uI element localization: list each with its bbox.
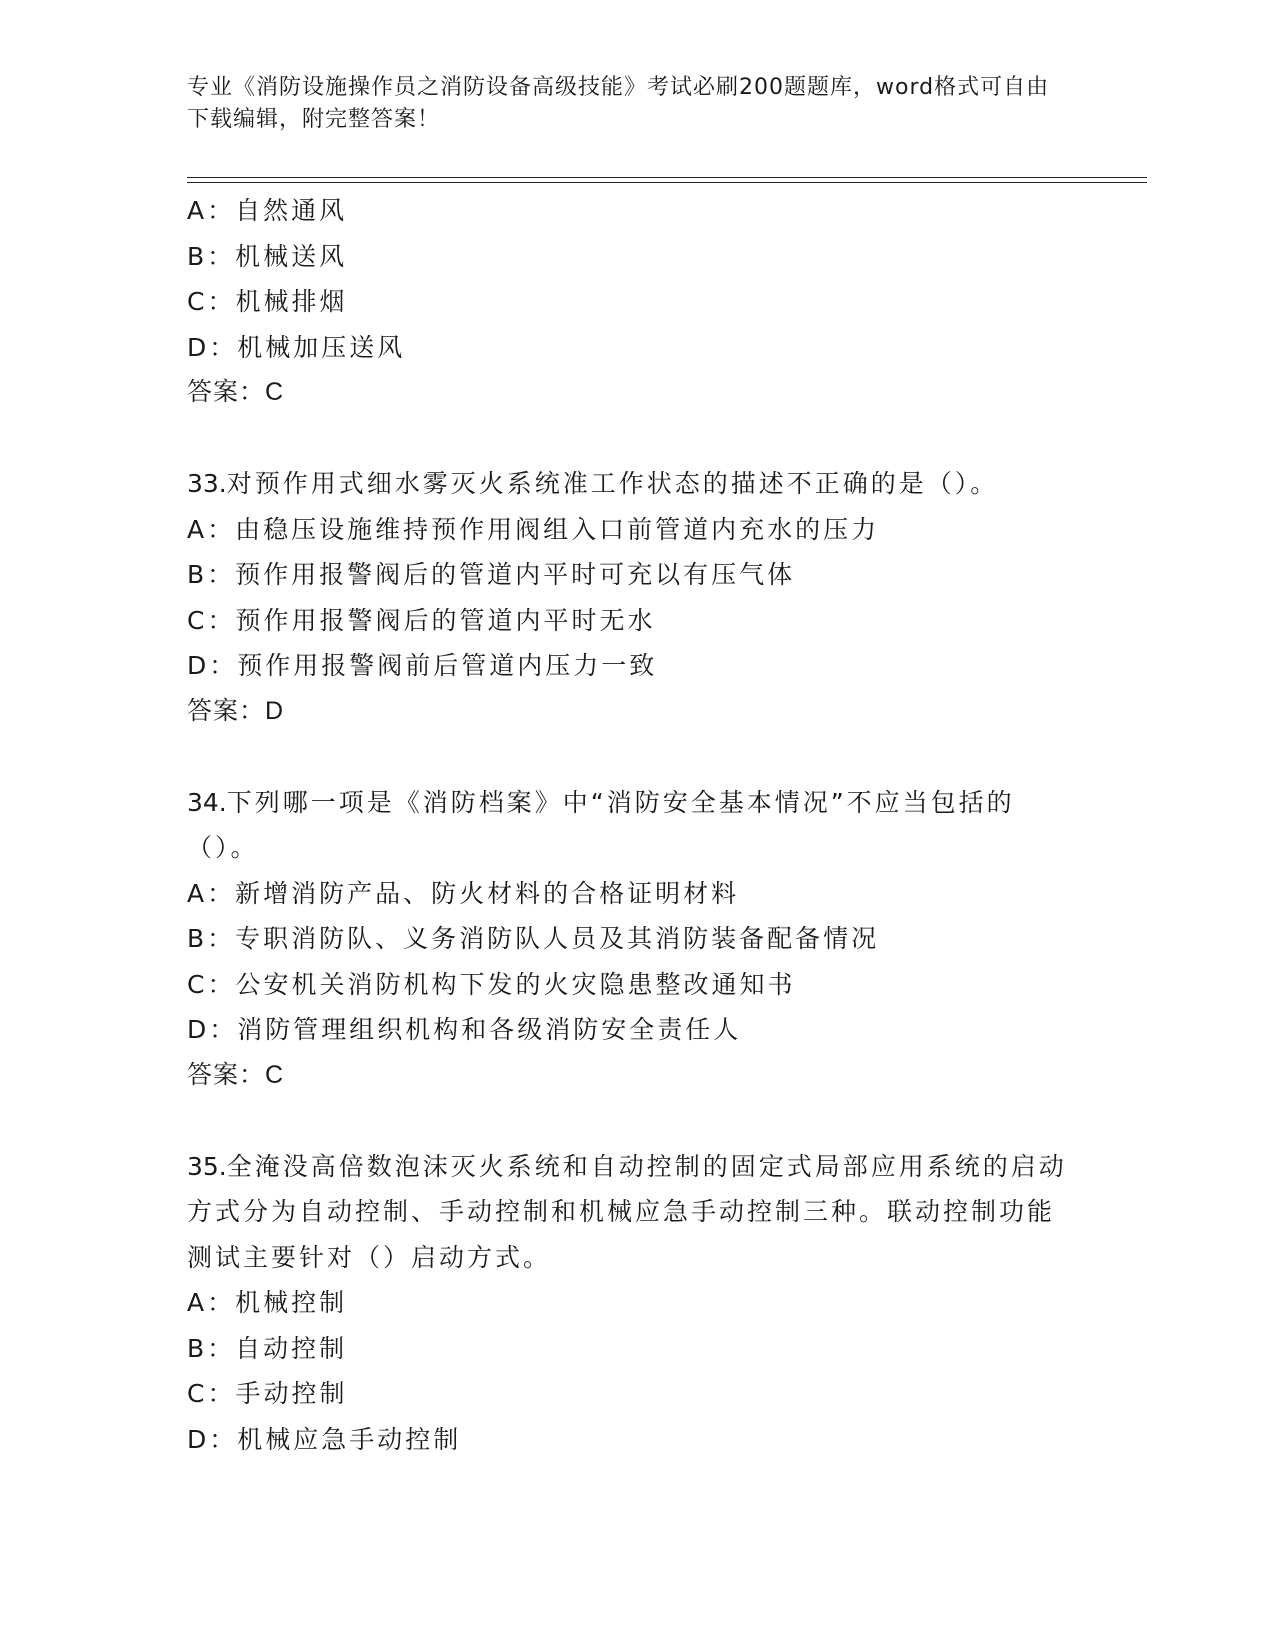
option-a: A：由稳压设施维持预作用阀组入口前管道内充水的压力 <box>187 514 880 544</box>
option-c: C：机械排烟 <box>187 287 348 316</box>
question-list <box>187 188 1087 1462</box>
option-a: A：机械控制 <box>187 1288 348 1317</box>
option-d: D：机械应急手动控制 <box>187 1424 462 1454</box>
question-block <box>187 461 1087 734</box>
header-divider-bottom <box>187 182 1147 183</box>
option-b: B：专职消防队、义务消防队人员及其消防装备配备情况 <box>187 924 880 953</box>
option-d: D：消防管理组织机构和各级消防安全责任人 <box>187 1015 742 1044</box>
question-spacer <box>187 734 1087 780</box>
question-text <box>187 1144 1067 1281</box>
question-block <box>187 780 1087 1099</box>
option-a: A：自然通风 <box>187 196 348 225</box>
option-d: D：预作用报警阀前后管道内压力一致 <box>187 651 658 680</box>
option-a: A：新增消防产品、防火材料的合格证明材料 <box>187 878 740 908</box>
question-number: 35. <box>187 1151 227 1181</box>
option-b: B：预作用报警阀后的管道内平时可充以有压气体 <box>187 560 796 589</box>
question-block <box>187 188 1087 416</box>
option-c: C：预作用报警阀后的管道内平时无水 <box>187 605 656 635</box>
document-header: 专业《消防设施操作员之消防设备高级技能》考试必刷200题题库，word格式可自由下载编辑，附完整答案！ <box>187 75 1050 132</box>
option-c: C：手动控制 <box>187 1379 348 1408</box>
answer-label: 答案：C <box>187 1060 285 1089</box>
answer-label: 答案：D <box>187 696 285 725</box>
option-b: B：机械送风 <box>187 241 348 271</box>
question-text <box>187 461 1087 507</box>
question-number: 33. <box>187 469 227 498</box>
option-c: C：公安机关消防机构下发的火灾隐患整改通知书 <box>187 969 796 999</box>
question-spacer <box>187 416 1087 462</box>
answer-label: 答案：C <box>187 378 285 406</box>
question-stem: 对预作用式细水雾灭火系统准工作状态的描述不正确的是（）。 <box>226 469 999 498</box>
header-divider-top <box>187 177 1147 178</box>
question-spacer <box>187 1098 1087 1144</box>
question-number: 34. <box>187 787 227 817</box>
question-stem: 全淹没高倍数泡沫灭火系统和自动控制的固定式局部应用系统的启动方式分为自动控制、手动控制和机械应急手动控制三种。联动控制功能测试主要针对（）启动方式。 <box>187 1151 1067 1272</box>
option-d: D：机械加压送风 <box>187 332 406 362</box>
question-block <box>187 1144 1087 1463</box>
option-b: B：自动控制 <box>187 1333 348 1363</box>
question-text <box>187 780 1067 871</box>
question-stem: 下列哪一项是《消防档案》中“消防安全基本情况”不应当包括的（）。 <box>187 787 1015 862</box>
